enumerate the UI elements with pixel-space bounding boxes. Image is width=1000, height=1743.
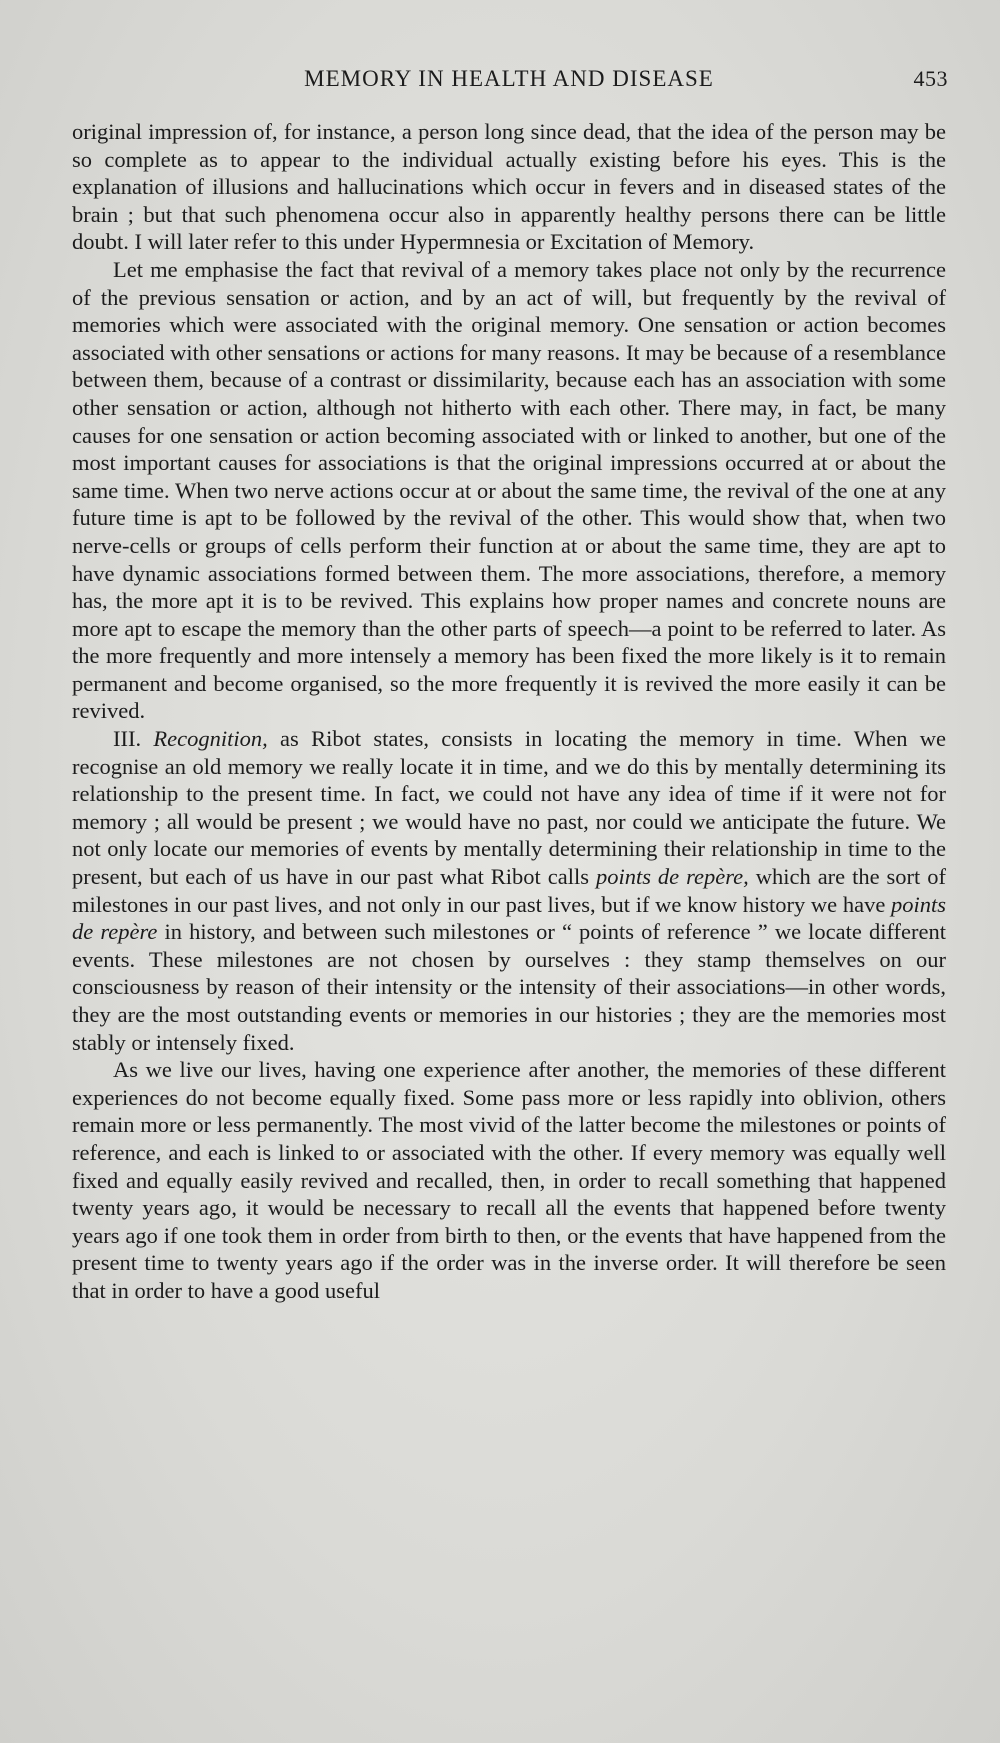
section-numeral: III. bbox=[113, 726, 154, 752]
paragraph-3-text-b: which are the sort of milestones in our past lives, and not only in our past lives, but if we know history we have bbox=[72, 864, 946, 917]
paragraph-3 bbox=[72, 725, 946, 1056]
running-title: MEMORY IN HEALTH AND DISEASE bbox=[304, 66, 714, 91]
page-number: 453 bbox=[913, 66, 948, 91]
paragraph-4: As we live our lives, having one experience after another, the memories of these different experiences do not become equally fixed. Some pass more or less rapidly into oblivion, others remain more or less permanently. The most vivid of the latter become the milestones or points of reference, and each is linked to or associated with the other. If every memory was equally well fixed and equally easily revived and recalled, then, in order to recall something that happened twenty years ago, it would be necessary to recall all the events that happened before twenty years ago if one took them in order from birth to then, or the events that have happened from the present time to twenty years ago if the order was in the inverse order. It will therefore be seen that in order to have a good useful bbox=[72, 1057, 946, 1303]
book-page bbox=[72, 60, 946, 1305]
body-text bbox=[72, 118, 946, 1305]
paragraph-2: Let me emphasise the fact that revival of a memory takes place not only by the recurrence of the previous sensation or action, and by an act of will, but frequently by the revival of memories which were associated with the original memory. One sensation or action becomes associated with other sensations or actions for many reasons. It may be because of a resemblance between them, because of a contrast or dissimilarity, because each has an association with some other sensation or action, although not hitherto with each other. There may, in fact, be many causes for one sensation or action becoming associated with or linked to another, but one of the most important causes for associations is that the original impressions occurred at or about the same time. When two nerve actions occur at or about the same time, the revival of the one at any future time is apt to be followed by the revival of the other. This would show that, when two nerve-cells or groups of cells perform their function at or about the same time, they are apt to have dynamic associations formed between them. The more associations, therefore, a memory has, the more apt it is to be revived. This explains how proper names and concrete nouns are more apt to escape the memory than the other parts of speech—a point to be referred to later. As the more frequently and more intensely a memory has been fixed the more likely is it to remain permanent and become organised, so the more frequently it is revived the more easily it can be revived. bbox=[72, 256, 946, 724]
italic-term-points-de-repere-2: points de repère bbox=[72, 891, 946, 945]
paragraph-3-text-a: as Ribot states, consists in locating the memory in time. When we recognise an old memory we really locate it in time, and we do this by mentally determining its relationship to the present time. In fact, we could not have any idea of time if it were not for memory ; all would be present ; we would have no past, nor could we anticipate the future. We not only locate our memories of events by mentally determining their relationship in time to the present, but each of us have in our past what Ribot calls bbox=[72, 726, 946, 890]
italic-term-points-de-repere: points de repère, bbox=[595, 864, 749, 890]
italic-term-recognition: Recognition, bbox=[153, 726, 268, 752]
running-head bbox=[72, 60, 946, 100]
paragraph-1: original impression of, for instance, a person long since dead, that the idea of the person may be so complete as to appear to the individual actually existing before his eyes. This is the explanation of illusions and hallucinations which occur in fevers and in diseased states of the brain ; but that such phenomena occur also in apparently healthy persons there can be little doubt. I will later refer to this under Hypermnesia or Excitation of Memory. bbox=[72, 119, 946, 255]
paragraph-3-text-c: in history, and between such milestones or “ points of reference ” we locate different events. These milestones are not chosen by ourselves : they stamp themselves on our consciousness by reason of their intensity or the intensity of their associations—in other words, they are the most outstanding events or memories in our histories ; they are the memories most stably or intensely fixed. bbox=[72, 919, 947, 1055]
